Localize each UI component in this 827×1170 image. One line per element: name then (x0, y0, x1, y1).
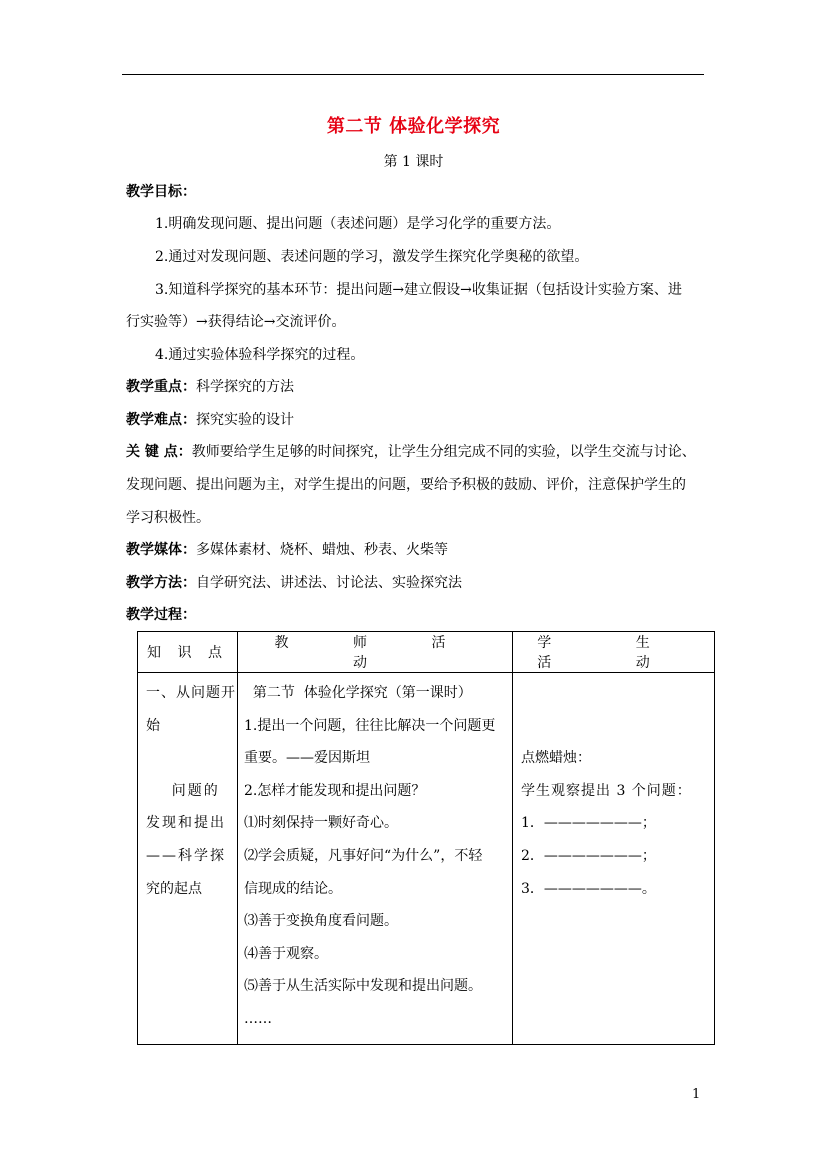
page-title: 第二节 体验化学探究 (326, 116, 501, 137)
knowledge-line (146, 742, 231, 775)
header-rule (122, 74, 704, 75)
teacher-line: …… (244, 1010, 272, 1027)
media-row (126, 540, 448, 560)
teacher-cell (238, 673, 513, 1045)
teacher-line: 2.怎样才能发现和提出问题？ (244, 782, 426, 799)
objective-item: 2.通过对发现问题、表述问题的学习，激发学生探究化学奥秘的欲望。 (155, 249, 589, 265)
process-table (137, 631, 715, 1045)
knowledge-line: ——科学探 (146, 847, 226, 864)
header-student: 学 生 活 动 (513, 632, 715, 673)
table-header-row (138, 632, 715, 673)
teacher-line: 信现成的结论。 (244, 880, 342, 897)
student-line: 点燃蜡烛： (521, 750, 591, 767)
objective-item: 3.知道科学探究的基本环节：提出问题→建立假设→收集证据（包括设计实验方案、进 (155, 282, 682, 298)
teacher-line: ⑸善于从生活实际中发现和提出问题。 (244, 978, 482, 995)
difficulty-text: 探究实验的设计 (196, 412, 294, 428)
key-point-text: 科学探究的方法 (196, 379, 294, 395)
objectives-label: 教学目标： (126, 184, 196, 200)
difficulty-label: 教学难点： (126, 412, 196, 428)
knowledge-line: 始 (146, 717, 160, 734)
media-label: 教学媒体： (126, 542, 196, 558)
page-number: 1 (692, 1087, 701, 1102)
header-knowledge: 知 识 点 (138, 632, 238, 673)
knowledge-line: 发现和提出 (146, 815, 226, 832)
knowledge-cell (138, 673, 238, 1045)
student-line (521, 710, 708, 743)
objective-item: 4.通过实验体验科学探究的过程。 (155, 347, 365, 363)
methods-row (126, 573, 462, 593)
knowledge-line: 一、从问题开 (146, 685, 236, 701)
lesson-number: 第 1 课时 (383, 154, 444, 170)
student-line: 1．———————； (521, 815, 656, 832)
keys-text: 学习积极性。 (126, 510, 210, 526)
keys-text: 教师要给学生足够的时间探究，让学生分组完成不同的实验，以学生交流与讨论、 (191, 444, 696, 460)
objective-item: 行实验等）→获得结论→交流评价。 (126, 314, 346, 330)
key-point-row (126, 377, 294, 397)
teacher-line: 1.提出一个问题，往往比解决一个问题更 (244, 717, 496, 734)
teacher-line: ⑶善于变换角度看问题。 (244, 913, 398, 930)
difficulty-row (126, 410, 294, 430)
teacher-line: 重要。——爱因斯坦 (244, 750, 370, 767)
keys-label: 关 键 点： (126, 444, 192, 460)
student-line: 2．———————； (521, 847, 656, 864)
keys-row (126, 442, 696, 462)
key-point-label: 教学重点： (126, 379, 196, 395)
process-label: 教学过程： (126, 607, 196, 623)
methods-label: 教学方法： (126, 575, 196, 591)
knowledge-line: 究的起点 (146, 880, 202, 897)
table-row (138, 673, 715, 1045)
media-text: 多媒体素材、烧杯、蜡烛、秒表、火柴等 (196, 542, 448, 558)
student-line (521, 677, 708, 710)
teacher-line: 第二节 体验化学探究（第一课时） (244, 685, 472, 701)
knowledge-line: 问题的 (146, 782, 220, 799)
student-cell (513, 673, 715, 1045)
student-line: 3．———————。 (521, 880, 656, 897)
objective-item: 1.明确发现问题、提出问题（表述问题）是学习化学的重要方法。 (155, 216, 561, 232)
teacher-line: ⑵学会质疑，凡事好问“为什么”，不轻 (244, 847, 483, 864)
methods-text: 自学研究法、讲述法、讨论法、实验探究法 (196, 575, 462, 591)
teacher-line: ⑴时刻保持一颗好奇心。 (244, 815, 398, 832)
teacher-line: ⑷善于观察。 (244, 945, 328, 962)
keys-text: 发现问题、提出问题为主，对学生提出的问题，要给予积极的鼓励、评价，注意保护学生的 (126, 477, 686, 493)
header-teacher: 教 师 活 动 (238, 632, 513, 673)
student-line: 学生观察提出 3 个问题： (521, 782, 692, 799)
